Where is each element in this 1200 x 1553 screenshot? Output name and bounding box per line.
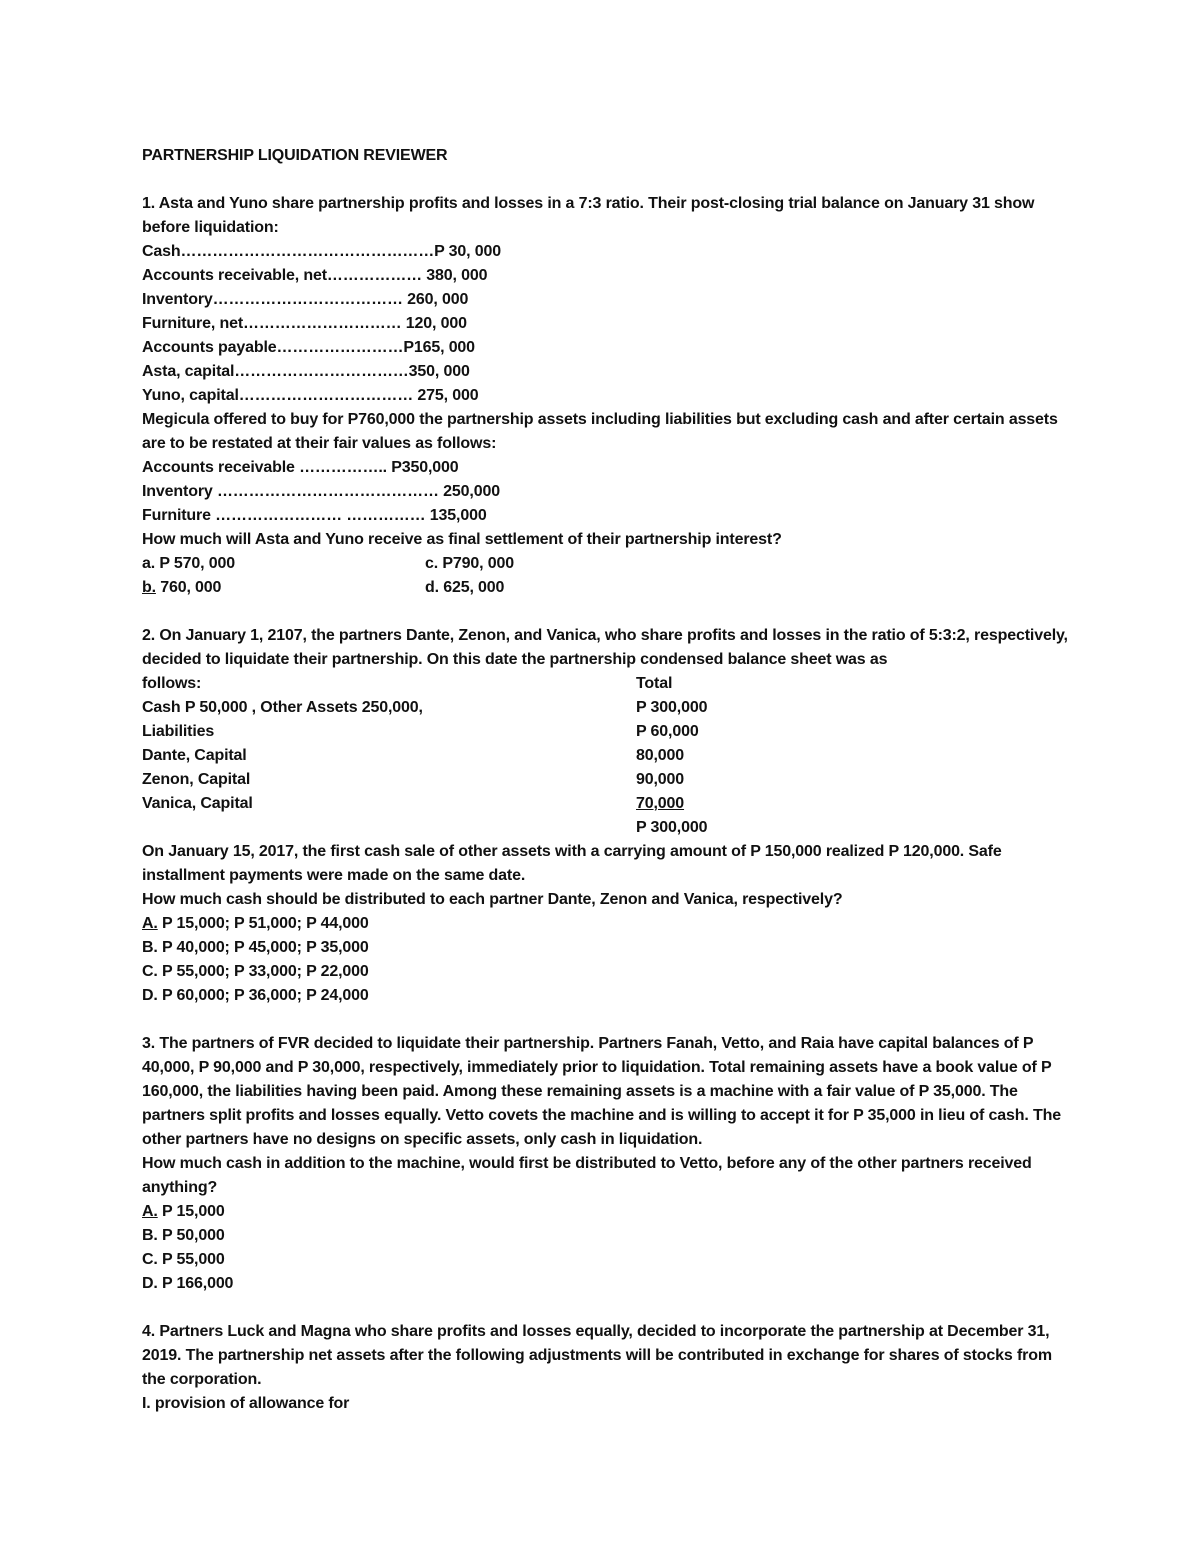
q2-balance-row (142, 792, 1072, 816)
q4-item-1: I. provision of allowance for (142, 1395, 350, 1412)
q2-balance-row (142, 816, 1072, 840)
q2-balance-row (142, 768, 1072, 792)
q3-option-a-letter: A. (142, 1203, 158, 1220)
q2-balance-row (142, 744, 1072, 768)
q1-option-d: d. 625, 000 (425, 579, 505, 596)
q2-balance-total: P 300,000 (636, 819, 708, 836)
q2-option-a-letter: A. (142, 915, 158, 932)
q2-balance-amount: 80,000 (636, 747, 685, 764)
q2-balance-label: Vanica, Capital (142, 795, 253, 812)
q2-intro: 2. On January 1, 2107, the partners Dante, Zenon, and Vanica, who share profits and losses in the ratio of 5:3:2, respectively, decided to liquidate their partnership. On this date the partnership condensed balance sheet was as (142, 627, 1068, 668)
q1-tb-asta-capital: Asta, capital……………………………350, 000 (142, 363, 470, 380)
q2-option-a (142, 912, 1072, 936)
q2-balance-amount: 90,000 (636, 771, 685, 788)
document-body (142, 144, 1072, 1416)
q2-balance-row (142, 696, 1072, 720)
q1-question: How much will Asta and Yuno receive as final settlement of their partnership interest? (142, 531, 782, 548)
q3-option-c: C. P 55,000 (142, 1251, 225, 1268)
q1-option-c: c. P790, 000 (425, 555, 514, 572)
q1-tb-furniture: Furniture, net………………………… 120, 000 (142, 315, 467, 332)
q3-option-a (142, 1200, 1072, 1224)
q2-question: How much cash should be distributed to each partner Dante, Zenon and Vanica, respectively? (142, 891, 843, 908)
q1-fv-ar: Accounts receivable …………….. P350,000 (142, 459, 459, 476)
q1-option-b-text: 760, 000 (155, 579, 222, 596)
q1-option-b (142, 579, 221, 596)
q2-balance-label: Zenon, Capital (142, 771, 251, 788)
q1-options-row-1 (142, 552, 1072, 576)
q2-option-c: C. P 55,000; P 33,000; P 22,000 (142, 963, 369, 980)
q2-option-a-text: P 15,000; P 51,000; P 44,000 (157, 915, 369, 932)
q1-fv-furniture: Furniture …………………… …………… 135,000 (142, 507, 487, 524)
page-title: PARTNERSHIP LIQUIDATION REVIEWER (142, 147, 448, 164)
q2-balance-amount: P 60,000 (636, 723, 699, 740)
q2-balance-row (142, 672, 1072, 696)
q1-fv-inventory: Inventory …………………………………… 250,000 (142, 483, 500, 500)
q1-options-row-2 (142, 576, 1072, 600)
q4-intro: 4. Partners Luck and Magna who share profits and losses equally, decided to incorporate the partnership at December 31, 2019. The partnership net assets after the following adjustments will be contributed in exchange for shares of stocks from the corporation. (142, 1323, 1052, 1388)
q1-tb-cash: Cash…………………………………………P 30, 000 (142, 243, 501, 260)
q1-intro: 1. Asta and Yuno share partnership profits and losses in a 7:3 ratio. Their post-closing trial balance on January 31 show before liquidation: (142, 195, 1035, 236)
q3-intro: 3. The partners of FVR decided to liquidate their partnership. Partners Fanah, Vetto, and Raia have capital balances of P 40,000, P 90,000 and P 30,000, respectively, immediately prior to liquidation. Total remaining assets have a book value of P 160,000, the liabilities having been paid. Among these remaining assets is a machine with a fair value of P 35,000. The partners split profits and losses equally. Vetto covets the machine and is willing to accept it for P 35,000 in lieu of cash. The other partners have no designs on specific assets, only cash in liquidation. (142, 1035, 1061, 1148)
q1-offer: Megicula offered to buy for P760,000 the partnership assets including liabilities but excluding cash and after certain assets are to be restated at their fair values as follows: (142, 411, 1058, 452)
q1-tb-ar: Accounts receivable, net……………… 380, 000 (142, 267, 488, 284)
q2-balance-amount: Total (636, 675, 673, 692)
q2-balance-amount: 70,000 (636, 795, 685, 812)
q2-balance-label: Liabilities (142, 723, 215, 740)
q1-option-a: a. P 570, 000 (142, 555, 235, 572)
q3-option-b: B. P 50,000 (142, 1227, 225, 1244)
q2-balance-row (142, 720, 1072, 744)
q2-balance-label: follows: (142, 675, 202, 692)
q1-tb-ap: Accounts payable……………………P165, 000 (142, 339, 475, 356)
q1-tb-inventory: Inventory……………………………… 260, 000 (142, 291, 469, 308)
q2-balance-amount: P 300,000 (636, 699, 708, 716)
q3-option-a-text: P 15,000 (157, 1203, 225, 1220)
q2-option-b: B. P 40,000; P 45,000; P 35,000 (142, 939, 369, 956)
q1-option-b-letter: b. (142, 579, 156, 596)
q2-option-d: D. P 60,000; P 36,000; P 24,000 (142, 987, 369, 1004)
q1-tb-yuno-capital: Yuno, capital…………………………… 275, 000 (142, 387, 479, 404)
q2-event: On January 15, 2017, the first cash sale of other assets with a carrying amount of P 150,000 realized P 120,000. Safe installment payments were made on the same date. (142, 843, 1002, 884)
q3-question: How much cash in addition to the machine, would first be distributed to Vetto, before any of the other partners received anything? (142, 1155, 1032, 1196)
q3-option-d: D. P 166,000 (142, 1275, 234, 1292)
q2-balance-label: Dante, Capital (142, 747, 247, 764)
q2-balance-label: Cash P 50,000 , Other Assets 250,000, (142, 699, 423, 716)
